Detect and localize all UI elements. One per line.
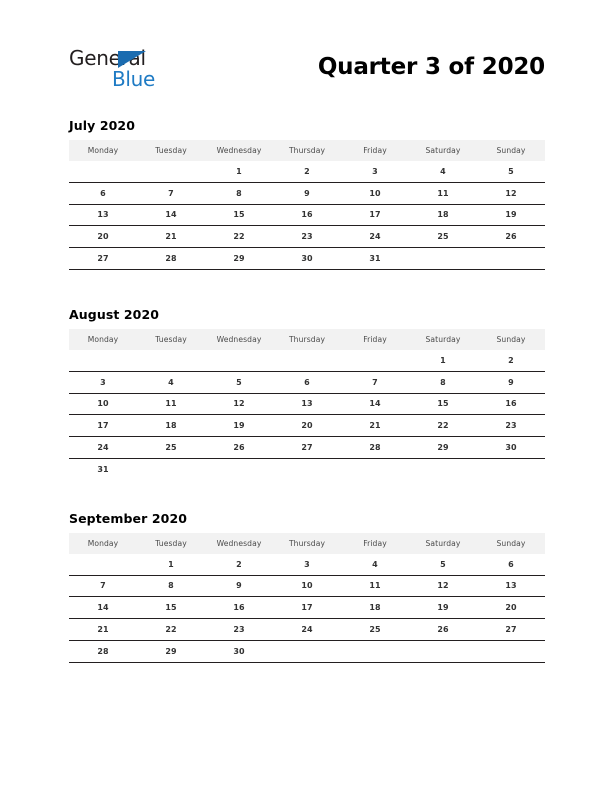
week-row <box>69 393 545 415</box>
day-cell[interactable]: 10 <box>69 393 137 415</box>
day-cell[interactable]: 9 <box>477 371 545 393</box>
day-cell[interactable]: 5 <box>409 554 477 575</box>
weekday-header-sunday: Sunday <box>477 533 545 554</box>
day-cell[interactable]: 12 <box>205 393 273 415</box>
day-cell[interactable]: 25 <box>137 437 205 459</box>
day-cell[interactable]: 30 <box>477 437 545 459</box>
day-cell[interactable]: 13 <box>69 204 137 226</box>
day-cell[interactable]: 23 <box>205 619 273 641</box>
logo-text-general: General <box>69 46 146 70</box>
section-spacer <box>69 480 545 511</box>
weekday-header-friday: Friday <box>341 329 409 350</box>
day-cell[interactable]: 29 <box>205 248 273 270</box>
day-cell[interactable]: 24 <box>341 226 409 248</box>
week-row <box>69 437 545 459</box>
day-cell[interactable]: 17 <box>69 415 137 437</box>
week-row <box>69 350 545 371</box>
week-row <box>69 248 545 270</box>
day-cell[interactable]: 14 <box>69 597 137 619</box>
day-cell[interactable] <box>69 161 137 182</box>
day-cell[interactable] <box>477 458 545 479</box>
day-cell[interactable]: 24 <box>69 437 137 459</box>
day-cell[interactable]: 9 <box>205 575 273 597</box>
weekday-header-row <box>69 140 545 161</box>
week-row <box>69 415 545 437</box>
day-cell[interactable]: 10 <box>273 575 341 597</box>
day-cell[interactable] <box>137 161 205 182</box>
day-cell[interactable]: 5 <box>477 161 545 182</box>
day-cell[interactable] <box>273 350 341 371</box>
day-cell[interactable]: 13 <box>273 393 341 415</box>
week-row <box>69 619 545 641</box>
weekday-header-tuesday: Tuesday <box>137 329 205 350</box>
day-cell[interactable]: 20 <box>69 226 137 248</box>
day-cell[interactable]: 30 <box>273 248 341 270</box>
day-cell[interactable]: 15 <box>205 204 273 226</box>
day-cell[interactable]: 27 <box>69 248 137 270</box>
day-cell[interactable]: 24 <box>273 619 341 641</box>
day-cell[interactable]: 2 <box>205 554 273 575</box>
weekday-header-tuesday: Tuesday <box>137 140 205 161</box>
day-cell[interactable]: 15 <box>409 393 477 415</box>
weekday-header-thursday: Thursday <box>273 533 341 554</box>
weekday-header-friday: Friday <box>341 533 409 554</box>
day-cell[interactable]: 1 <box>137 554 205 575</box>
weekday-header-thursday: Thursday <box>273 329 341 350</box>
page-title: Quarter 3 of 2020 <box>317 54 545 80</box>
calendar-table-july <box>69 140 545 270</box>
day-cell[interactable]: 16 <box>273 204 341 226</box>
day-cell[interactable]: 29 <box>409 437 477 459</box>
page-header <box>0 0 612 110</box>
day-cell[interactable] <box>477 248 545 270</box>
day-cell[interactable]: 7 <box>341 371 409 393</box>
day-cell[interactable]: 6 <box>69 182 137 204</box>
day-cell[interactable]: 19 <box>205 415 273 437</box>
day-cell[interactable]: 29 <box>137 640 205 662</box>
month-block-august <box>69 307 545 480</box>
week-row <box>69 371 545 393</box>
day-cell[interactable]: 9 <box>273 182 341 204</box>
week-row <box>69 204 545 226</box>
day-cell[interactable]: 27 <box>477 619 545 641</box>
day-cell[interactable]: 27 <box>273 437 341 459</box>
day-cell[interactable]: 13 <box>477 575 545 597</box>
day-cell[interactable]: 20 <box>273 415 341 437</box>
day-cell[interactable] <box>341 350 409 371</box>
month-block-july <box>69 118 545 270</box>
day-cell[interactable]: 2 <box>477 350 545 371</box>
day-cell[interactable]: 25 <box>409 226 477 248</box>
week-row <box>69 597 545 619</box>
day-cell[interactable]: 22 <box>409 415 477 437</box>
weekday-header-tuesday: Tuesday <box>137 533 205 554</box>
day-cell[interactable]: 21 <box>69 619 137 641</box>
day-cell[interactable]: 11 <box>341 575 409 597</box>
weekday-header-monday: Monday <box>69 329 137 350</box>
day-cell[interactable]: 8 <box>137 575 205 597</box>
day-cell[interactable]: 19 <box>477 204 545 226</box>
day-cell[interactable]: 14 <box>137 204 205 226</box>
brand-logo[interactable] <box>69 46 199 92</box>
day-cell[interactable]: 21 <box>137 226 205 248</box>
day-cell[interactable]: 16 <box>205 597 273 619</box>
day-cell[interactable]: 5 <box>205 371 273 393</box>
day-cell[interactable] <box>137 458 205 479</box>
day-cell[interactable]: 11 <box>409 182 477 204</box>
day-cell[interactable]: 23 <box>477 415 545 437</box>
day-cell[interactable]: 28 <box>341 437 409 459</box>
day-cell[interactable]: 10 <box>341 182 409 204</box>
month-title-july: July 2020 <box>69 118 136 133</box>
day-cell[interactable]: 3 <box>273 554 341 575</box>
day-cell[interactable]: 23 <box>273 226 341 248</box>
calendar-table-august <box>69 329 545 480</box>
weekday-header-thursday: Thursday <box>273 140 341 161</box>
weekday-header-row <box>69 533 545 554</box>
day-cell[interactable]: 18 <box>341 597 409 619</box>
weekday-header-saturday: Saturday <box>409 329 477 350</box>
day-cell[interactable]: 28 <box>69 640 137 662</box>
day-cell[interactable]: 16 <box>477 393 545 415</box>
day-cell[interactable]: 11 <box>137 393 205 415</box>
day-cell[interactable]: 31 <box>97 464 109 474</box>
weekday-header-sunday: Sunday <box>477 140 545 161</box>
day-cell[interactable]: 14 <box>341 393 409 415</box>
day-cell[interactable]: 4 <box>137 371 205 393</box>
day-cell[interactable]: 3 <box>341 161 409 182</box>
day-cell[interactable] <box>409 640 477 662</box>
week-row <box>69 554 545 575</box>
day-cell[interactable]: 2 <box>273 161 341 182</box>
day-cell[interactable]: 25 <box>341 619 409 641</box>
day-cell[interactable]: 4 <box>409 161 477 182</box>
weekday-header-row <box>69 329 545 350</box>
day-cell[interactable]: 26 <box>477 226 545 248</box>
day-cell[interactable]: 8 <box>409 371 477 393</box>
day-cell[interactable]: 22 <box>137 619 205 641</box>
day-cell[interactable] <box>69 554 137 575</box>
weekday-header-monday: Monday <box>69 140 137 161</box>
day-cell[interactable]: 30 <box>205 640 273 662</box>
day-cell[interactable]: 31 <box>341 248 409 270</box>
day-cell[interactable]: 19 <box>409 597 477 619</box>
day-cell[interactable]: 7 <box>69 575 137 597</box>
day-cell[interactable]: 22 <box>205 226 273 248</box>
day-cell[interactable] <box>341 640 409 662</box>
day-cell[interactable]: 18 <box>409 204 477 226</box>
week-row <box>69 458 545 479</box>
day-cell[interactable] <box>409 248 477 270</box>
day-cell[interactable] <box>69 350 137 371</box>
day-cell[interactable]: 1 <box>205 161 273 182</box>
logo-text-blue: Blue <box>112 67 156 91</box>
calendar-quarter <box>69 118 545 663</box>
day-cell[interactable]: 12 <box>409 575 477 597</box>
week-row <box>69 575 545 597</box>
day-cell[interactable]: 6 <box>477 554 545 575</box>
week-row <box>69 182 545 204</box>
day-cell[interactable]: 18 <box>137 415 205 437</box>
day-cell[interactable] <box>477 640 545 662</box>
day-cell[interactable] <box>205 458 273 479</box>
day-cell[interactable] <box>205 350 273 371</box>
calendar-table-september <box>69 533 545 663</box>
weekday-header-monday: Monday <box>69 533 137 554</box>
month-title-september: September 2020 <box>69 510 188 526</box>
day-cell[interactable]: 28 <box>137 248 205 270</box>
day-cell[interactable]: 26 <box>409 619 477 641</box>
day-cell[interactable]: 26 <box>205 437 273 459</box>
week-row <box>69 226 545 248</box>
weekday-header-saturday: Saturday <box>409 533 477 554</box>
day-cell[interactable]: 17 <box>341 204 409 226</box>
triangle-right-icon <box>118 51 146 68</box>
weekday-header-wednesday: Wednesday <box>205 533 273 554</box>
day-cell[interactable] <box>409 458 477 479</box>
weekday-header-saturday: Saturday <box>409 140 477 161</box>
weekday-header-friday: Friday <box>341 140 409 161</box>
weekday-header-wednesday: Wednesday <box>205 140 273 161</box>
month-title-august: August 2020 <box>69 306 160 322</box>
day-cell[interactable]: 6 <box>273 371 341 393</box>
day-cell[interactable]: 4 <box>341 554 409 575</box>
day-cell[interactable] <box>273 458 341 479</box>
day-cell[interactable]: 3 <box>69 371 137 393</box>
day-cell[interactable]: 15 <box>137 597 205 619</box>
day-cell[interactable] <box>273 640 341 662</box>
day-cell[interactable]: 1 <box>409 350 477 371</box>
day-cell[interactable]: 21 <box>341 415 409 437</box>
week-row <box>69 161 545 182</box>
day-cell[interactable] <box>341 458 409 479</box>
day-cell[interactable]: 7 <box>137 182 205 204</box>
weekday-header-sunday: Sunday <box>477 329 545 350</box>
weekday-header-wednesday: Wednesday <box>205 329 273 350</box>
month-block-september <box>69 511 545 663</box>
day-cell[interactable]: 17 <box>273 597 341 619</box>
day-cell[interactable]: 20 <box>477 597 545 619</box>
day-cell[interactable] <box>137 350 205 371</box>
day-cell[interactable]: 12 <box>477 182 545 204</box>
section-spacer <box>69 270 545 307</box>
week-row <box>69 640 545 662</box>
day-cell[interactable]: 8 <box>205 182 273 204</box>
